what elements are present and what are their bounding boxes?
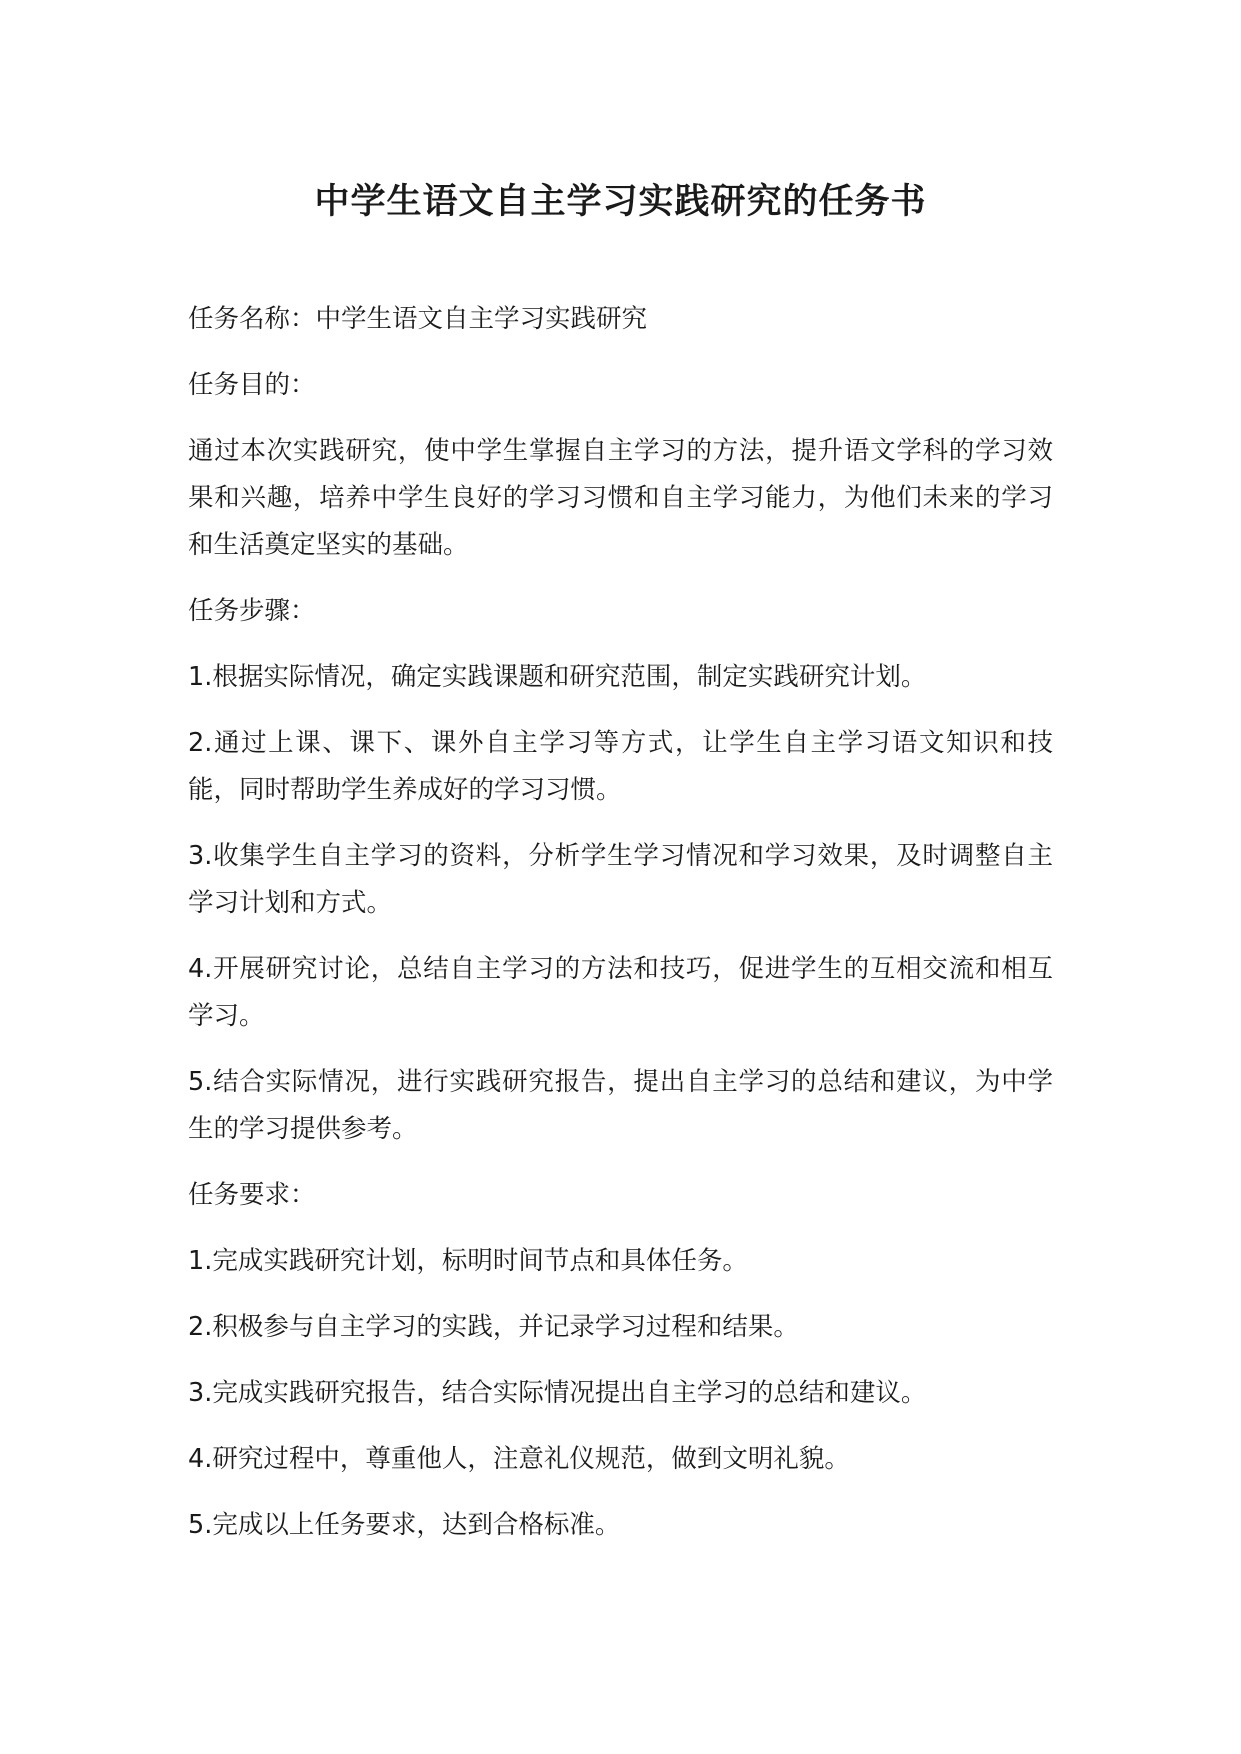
task-step-item: 2.通过上课、课下、课外自主学习等方式，让学生自主学习语文知识和技能，同时帮助学生养成好的学习习惯。 xyxy=(188,728,1053,805)
task-requirement-item: 1.完成实践研究计划，标明时间节点和具体任务。 xyxy=(188,1246,748,1276)
task-purpose-text: 通过本次实践研究，使中学生掌握自主学习的方法，提升语文学科的学习效果和兴趣，培养中学生良好的学习习惯和自主学习能力，为他们未来的学习和生活奠定坚实的基础。 xyxy=(188,436,1053,560)
document-title: 中学生语文自主学习实践研究的任务书 xyxy=(314,182,927,222)
task-requirement-item: 5.完成以上任务要求，达到合格标准。 xyxy=(188,1510,621,1540)
task-requirement-item: 3.完成实践研究报告，结合实际情况提出自主学习的总结和建议。 xyxy=(188,1378,927,1408)
task-requirement-item: 2.积极参与自主学习的实践，并记录学习过程和结果。 xyxy=(188,1312,799,1342)
task-name-line: 任务名称：中学生语文自主学习实践研究 xyxy=(188,304,648,334)
task-step-item: 1.根据实际情况，确定实践课题和研究范围，制定实践研究计划。 xyxy=(188,662,927,692)
document-body xyxy=(188,296,1053,1568)
task-requirement-item: 4.研究过程中，尊重他人，注意礼仪规范，做到文明礼貌。 xyxy=(188,1444,850,1474)
task-requirements-heading: 任务要求： xyxy=(188,1180,316,1210)
task-step-item: 4.开展研究讨论，总结自主学习的方法和技巧，促进学生的互相交流和相互学习。 xyxy=(188,954,1053,1031)
task-steps-heading: 任务步骤： xyxy=(188,596,316,626)
task-step-item: 3.收集学生自主学习的资料，分析学生学习情况和学习效果，及时调整自主学习计划和方式。 xyxy=(188,841,1053,918)
task-step-item: 5.结合实际情况，进行实践研究报告，提出自主学习的总结和建议，为中学生的学习提供参考。 xyxy=(188,1067,1053,1144)
task-purpose-heading: 任务目的： xyxy=(188,370,316,400)
